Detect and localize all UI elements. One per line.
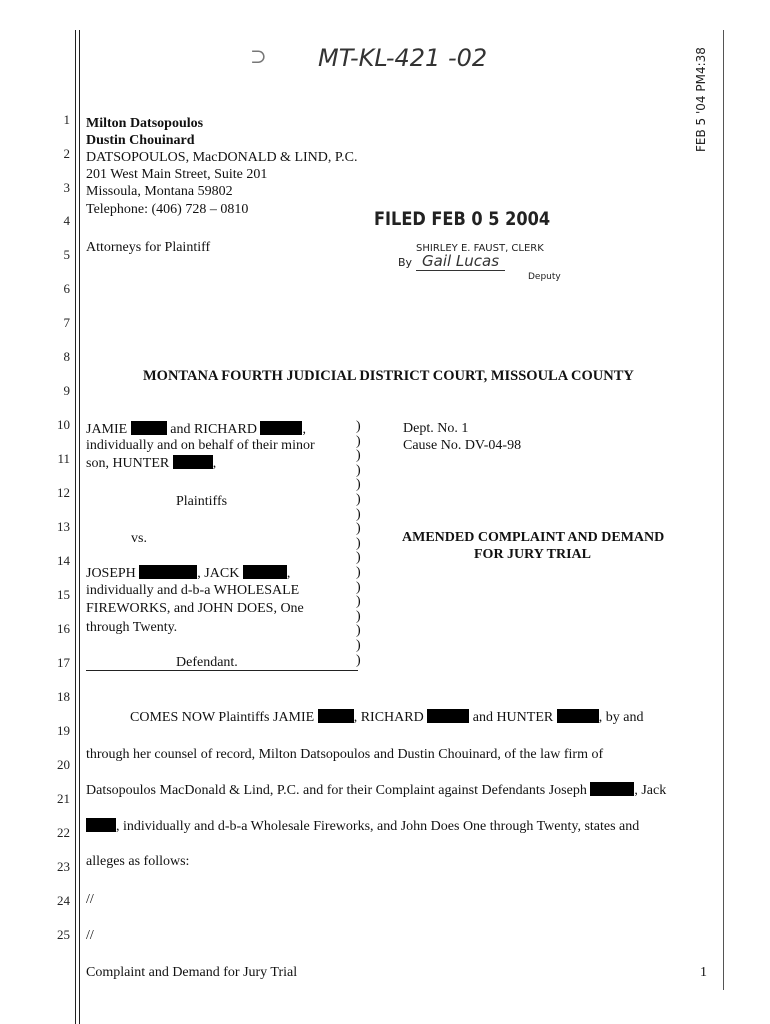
defendant-line: JOSEPH , JACK ,	[86, 566, 291, 581]
line-number: 16	[57, 621, 70, 636]
scribble-mark: ⊃	[250, 46, 267, 68]
body-text: , individually and d-b-a Wholesale Fireworks, and John Does One through Twenty, states and	[116, 819, 640, 834]
line-number: 5	[63, 247, 70, 262]
body-line	[130, 709, 643, 726]
redaction-bar	[139, 565, 197, 579]
plaintiff-line: JAMIE and RICHARD ,	[86, 422, 306, 437]
defendant-line: FIREWORKS, and JOHN DOES, One	[86, 601, 304, 616]
court-title: MONTANA FOURTH JUDICIAL DISTRICT COURT, MISSOULA COUNTY	[143, 368, 634, 384]
line-number: 24	[57, 893, 70, 908]
line-number: 13	[57, 519, 70, 534]
body-text: COMES NOW Plaintiffs JAMIE	[130, 710, 315, 725]
redaction-bar	[243, 565, 287, 579]
redaction-bar	[173, 455, 213, 469]
line-number: 21	[57, 791, 70, 806]
line-number: 14	[57, 553, 70, 568]
body-line: //	[86, 928, 94, 943]
body-text: , Jack	[634, 783, 667, 798]
vertical-received-stamp: FEB 5 '04 PM4:38	[694, 47, 708, 152]
left-margin-rule-inner	[79, 30, 80, 1024]
attorney-role: Attorneys for Plaintiff	[86, 240, 211, 255]
defendant-label: Defendant.	[176, 655, 238, 670]
plaintiff-line: son, HUNTER ,	[86, 456, 217, 471]
line-number: 6	[63, 281, 70, 296]
attorney-name: Dustin Chouinard	[86, 133, 195, 148]
redaction-bar	[427, 709, 469, 723]
defendant-name: , JACK	[197, 566, 240, 581]
line-number: 10	[57, 417, 70, 432]
caption-underline	[86, 670, 358, 671]
body-text: Datsopoulos MacDonald & Lind, P.C. and for their Complaint against Defendants Joseph	[86, 783, 587, 798]
redaction-bar	[260, 421, 302, 435]
line-number: 9	[63, 383, 70, 398]
footer-title: Complaint and Demand for Jury Trial	[86, 965, 298, 980]
firm-street: 201 West Main Street, Suite 201	[86, 167, 268, 182]
plaintiffs-label: Plaintiffs	[176, 494, 228, 509]
line-number: 25	[57, 927, 70, 942]
line-number: 12	[57, 485, 70, 500]
document-title: FOR JURY TRIAL	[474, 547, 591, 562]
line-number: 15	[57, 587, 70, 602]
body-line	[86, 782, 666, 799]
line-number: 23	[57, 859, 70, 874]
line-number: 11	[57, 451, 70, 466]
line-number: 7	[63, 315, 70, 330]
defendant-line: through Twenty.	[86, 620, 178, 635]
filed-date: FILED FEB 0 5 2004	[374, 208, 551, 230]
cause-number: Cause No. DV-04-98	[403, 438, 522, 453]
body-text: , by and	[598, 710, 644, 725]
line-number: 18	[57, 689, 70, 704]
body-line: alleges as follows:	[86, 854, 190, 869]
body-line: //	[86, 892, 94, 907]
plaintiff-name: son, HUNTER	[86, 456, 170, 471]
redaction-bar	[86, 818, 116, 832]
line-number: 22	[57, 825, 70, 840]
defendant-line: individually and d-b-a WHOLESALE	[86, 583, 300, 598]
versus-label: vs.	[131, 531, 147, 546]
attorney-name: Milton Datsopoulos	[86, 116, 204, 131]
left-margin-rule	[75, 30, 76, 1024]
redaction-bar	[131, 421, 167, 435]
plaintiff-name: JAMIE	[86, 422, 128, 437]
redaction-bar	[318, 709, 354, 723]
clerk-name: SHIRLEY E. FAUST, CLERK	[416, 243, 544, 254]
dept-number: Dept. No. 1	[403, 421, 469, 436]
deputy-signature: Gail Lucas	[416, 252, 505, 271]
by-prefix: By	[398, 256, 413, 269]
caption-paren-column: ) ) ) ) ) ) ) ) ) ) ) ) ) ) ) ) )	[356, 419, 361, 668]
firm-name: DATSOPOULOS, MacDONALD & LIND, P.C.	[86, 150, 358, 165]
document-title: AMENDED COMPLAINT AND DEMAND	[402, 530, 665, 545]
line-number: 8	[63, 349, 70, 364]
line-number: 20	[57, 757, 70, 772]
redaction-bar	[557, 709, 599, 723]
line-number: 3	[63, 180, 70, 195]
body-text: , RICHARD	[353, 710, 424, 725]
body-line	[86, 818, 639, 835]
right-margin-rule	[723, 30, 724, 990]
firm-city: Missoula, Montana 59802	[86, 184, 233, 199]
body-text: and HUNTER	[472, 710, 554, 725]
plaintiff-line: individually and on behalf of their minor	[86, 438, 315, 453]
firm-phone: Telephone: (406) 728 – 0810	[86, 202, 249, 217]
defendant-name: JOSEPH	[86, 566, 136, 581]
redaction-bar	[590, 782, 634, 796]
plaintiff-name: and RICHARD	[170, 422, 257, 437]
page-number: 1	[700, 965, 707, 980]
line-number: 2	[63, 146, 70, 161]
deputy-label: Deputy	[528, 272, 561, 282]
handwritten-case-number: MT-KL-421 -02	[318, 44, 488, 72]
body-line: through her counsel of record, Milton Datsopoulos and Dustin Chouinard, of the law firm of	[86, 747, 604, 762]
line-number: 1	[63, 112, 70, 127]
line-number: 17	[57, 655, 70, 670]
line-number: 4	[63, 213, 70, 228]
line-number: 19	[57, 723, 70, 738]
